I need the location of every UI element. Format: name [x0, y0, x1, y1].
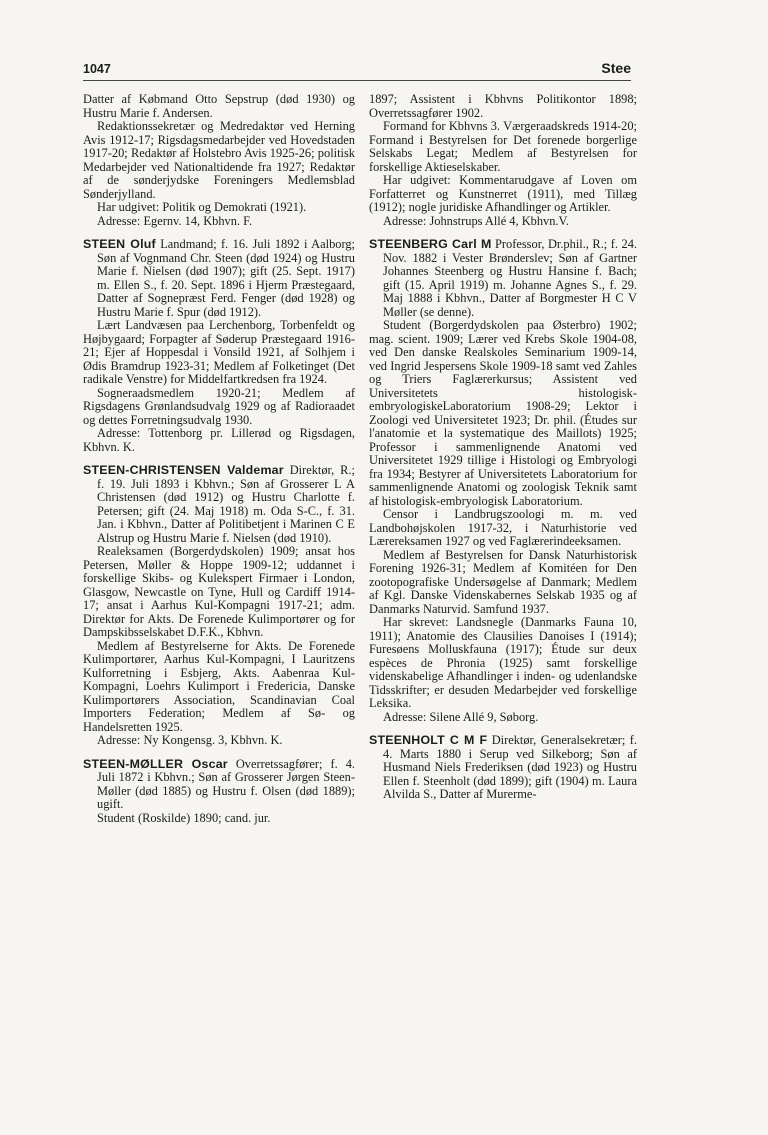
entry-paragraph	[83, 387, 355, 428]
entry-text: Student (Roskilde) 1890; cand. jur.	[97, 810, 271, 825]
entry-text: 1897; Assistent i Kbhvns Politikontor 1898; Overretssagfører 1902.	[369, 92, 637, 120]
entry-name: STEEN Oluf	[83, 237, 156, 251]
entry-paragraph	[83, 427, 355, 454]
entry-text: Realeksamen (Borgerdydskolen) 1909; ansat hos Petersen, Møller & Hoppe 1909-12; uddannet i forskellige Skibs- og Kulekspert Firmaer i London, Glasgow, Newcastle on Tyne, Hull og Cardiff 1914-17; ansat i Aarhus Kul-Kompagni 1917-21; adm. Direktør for Akts. De Forenede Kulimportører og for Dampskibsselskabet D.F.K., Kbhvn.	[83, 544, 355, 639]
directory-entry	[83, 464, 355, 748]
entry-paragraph	[369, 508, 637, 549]
entry-paragraph	[83, 201, 355, 215]
entry-name: STEEN-MØLLER Oscar	[83, 756, 228, 771]
page-header	[83, 60, 631, 81]
entry-text: Datter af Købmand Otto Sepstrup (død 1930) og Hustru Marie f. Andersen.	[83, 92, 355, 120]
directory-entry	[369, 93, 637, 228]
directory-entry	[83, 93, 355, 228]
entry-text: Redaktionssekretær og Medredaktør ved Herning Avis 1912-17; Rigsdagsmedarbejder ved Hovedstaden 1917-20; Redaktør af Holstebro Avis 1925-26; politisk Medarbejder ved Nationaltidende fra 1927; Redaktør af de sønderjydske Foreningers Medlemsblad Sønderjylland.	[83, 119, 355, 201]
entry-text: Direktør, Generalsekretær; f. 4. Marts 1880 i Serup ved Silkeborg; Søn af Husmand Niels Frederiksen (død 1923) og Hustru Ellen f. Steenholt (død 1899); gift (1904) m. Laura Alvilda S., Datter af Murerme-	[383, 733, 637, 801]
entry-name: STEEN-CHRISTENSEN Valdemar	[83, 463, 284, 477]
entry-paragraph	[83, 215, 355, 229]
entry-text: Formand for Kbhvns 3. Værgeraadskreds 1914-20; Formand i Bestyrelsen for Det forenede borgerlige Selskabs Legat; Medlem af Bestyrelsen for forskellige Aktieselskaber.	[369, 119, 637, 174]
entry-text: Adresse: Silene Allé 9, Søborg.	[383, 709, 539, 724]
right-column	[369, 93, 637, 812]
entry-paragraph	[369, 238, 637, 319]
entry-name: STEENHOLT C M F	[369, 733, 488, 747]
left-column	[83, 93, 355, 835]
page-number: 1047	[83, 62, 111, 76]
entry-paragraph	[83, 545, 355, 640]
entry-text: Lært Landvæsen paa Lerchenborg, Torbenfeldt og Højbygaard; Forpagter af Søderup Præstegaard 1916-21; Ejer af Hoppesdal i Vonsild 1921, af Solhjem i Ødis Bramdrup 1923-31; Medlem af Folketinget (Det radikale Venstre) for Middelfartkredsen fra 1924.	[83, 318, 355, 386]
entry-paragraph	[369, 549, 637, 617]
entry-paragraph	[83, 812, 355, 826]
directory-entry	[369, 238, 637, 724]
entry-paragraph	[369, 734, 637, 802]
entry-name: STEENBERG Carl M	[369, 237, 492, 251]
entry-paragraph	[369, 711, 637, 725]
entry-text: Professor, Dr.phil., R.; f. 24. Nov. 1882 i Vester Brønderslev; Søn af Gartner Johannes Steenberg og Hustru Hansine f. Bach; gift (15. April 1919) m. Johanne Agnes S., f. 29. Maj 1888 i Kbhvn., Datter af Borgmester H C V Møller (se denne).	[383, 237, 637, 319]
entry-paragraph	[83, 238, 355, 319]
entry-paragraph	[83, 640, 355, 735]
entry-text: Medlem af Bestyrelserne for Akts. De Forenede Kulimportører, Aarhus Kul-Kompagni, I Lauritzens Kulforretning i Esbjerg, Akts. Aabenraa Kul-Kompagni, Loehrs Kulimport i Fredericia, Danske Kulimportørers Association, Scandinavian Coal Importers Federation; Medlem af Sø- og Handelsretten 1925.	[83, 638, 355, 734]
entry-paragraph	[369, 93, 637, 120]
entry-text: Censor i Landbrugszoologi m. m. ved Landbohøjskolen 1917-32, i Naturhistorie ved Lærereksamen 1927 og ved Faglærerindeeksamen.	[369, 507, 637, 548]
entry-text: Overretssagfører; f. 4. Juli 1872 i Kbhvn.; Søn af Grosserer Jørgen Steen-Møller (død 1885) og Hustru f. Olsen (død 1889); ugift.	[97, 756, 355, 811]
directory-entry	[83, 238, 355, 454]
entry-paragraph	[369, 616, 637, 711]
entry-paragraph	[83, 734, 355, 748]
entry-paragraph	[83, 120, 355, 201]
entry-paragraph	[369, 120, 637, 174]
entry-text: Har udgivet: Politik og Demokrati (1921).	[97, 200, 307, 214]
entry-paragraph	[369, 319, 637, 508]
running-head: Stee	[601, 60, 631, 76]
entry-paragraph	[83, 319, 355, 387]
entry-text: Landmand; f. 16. Juli 1892 i Aalborg; Søn af Vognmand Chr. Steen (død 1924) og Hustru Marie f. Nielsen (død 1907); gift (25. Sept. 1917) m. Ellen S., f. 20. Sept. 1896 i Hjerm Præstegaard, Datter af Sognepræst Ferd. Fenger (død 1928) og Hustru Marie f. Spur (død 1912).	[97, 237, 355, 319]
directory-entry	[83, 758, 355, 826]
entry-text: Adresse: Johnstrups Allé 4, Kbhvn.V.	[383, 213, 569, 228]
entry-text: Adresse: Tottenborg pr. Lillerød og Rigsdagen, Kbhvn. K.	[83, 426, 355, 454]
entry-paragraph	[83, 93, 355, 120]
entry-text: Har skrevet: Landsnegle (Danmarks Fauna 10, 1911); Anatomie des Clausilies Danoises I (1914); Furesøens Molluskfauna (1917); Étude sur deux espèces de Phronia (1925) samt forskellige videnskabelige Afhandlinger i inden- og udenlandske Tidsskrifter; er desuden Medarbejder ved forskellige Leksika.	[369, 615, 637, 710]
entry-text: Sogneraadsmedlem 1920-21; Medlem af Rigsdagens Grønlandsudvalg 1929 og af Radioraadet og dettes Forretningsudvalg 1930.	[83, 385, 355, 427]
entry-text: Har udgivet: Kommentarudgave af Loven om Forfatterret og Kunstnerret (1911), med Tillæg (1912); nogle juridiske Afhandlinger og Artikler.	[369, 173, 637, 214]
entry-paragraph	[369, 215, 637, 229]
directory-entry	[369, 734, 637, 802]
entry-paragraph	[83, 758, 355, 812]
entry-text: Adresse: Egernv. 14, Kbhvn. F.	[97, 213, 253, 228]
entry-text: Student (Borgerdydskolen paa Østerbro) 1902; mag. scient. 1909; Lærer ved Krebs Skole 1904-08, ved Den danske Realskoles Seminarium 1909-14, ved Ingrid Jespersens Skole 1909-18 samt ved Zahles og Triers Faglærerkursus; Assistent ved Universitetets histologisk-embryologiskeLaboratorium 1908-29; Lektor i Zoologi ved Universitetet 1923; Dr. phil. (Études sur l'anatomie et la systematique des Maillots) 1925; Professor i sammenlignende Anatomi ved Universitetet 1929 tillige i Histologi og Embryologi fra 1934; Bestyrer af Universitetets Laboratorium for sammenlignende Anatomi og zoologisk Teknik samt af histologisk-embryologisk Laboratorium.	[369, 318, 637, 508]
entry-paragraph	[83, 464, 355, 545]
entry-text: Medlem af Bestyrelsen for Dansk Naturhistorisk Forening 1926-31; Medlem af Komitéen for Den zootopografiske Undersøgelse af Danmark; Medlem af Kgl. Danske Videnskabernes Selskab 1935 og af Danmarks Naturvid. Samfund 1937.	[369, 547, 637, 616]
entry-paragraph	[369, 174, 637, 215]
entry-text: Direktør, R.; f. 19. Juli 1893 i Kbhvn.; Søn af Grosserer L A Christensen (død 1912) og Hustru Charlotte f. Petersen; gift (24. Maj 1918) m. Oda S-C., f. 31. Jan. i Kbhvn., Datter af Politibetjent i Marinen C E Alstrup og Hustru Marie f. Nielsen (død 1910).	[97, 463, 355, 545]
entry-text: Adresse: Ny Kongensg. 3, Kbhvn. K.	[97, 733, 283, 747]
